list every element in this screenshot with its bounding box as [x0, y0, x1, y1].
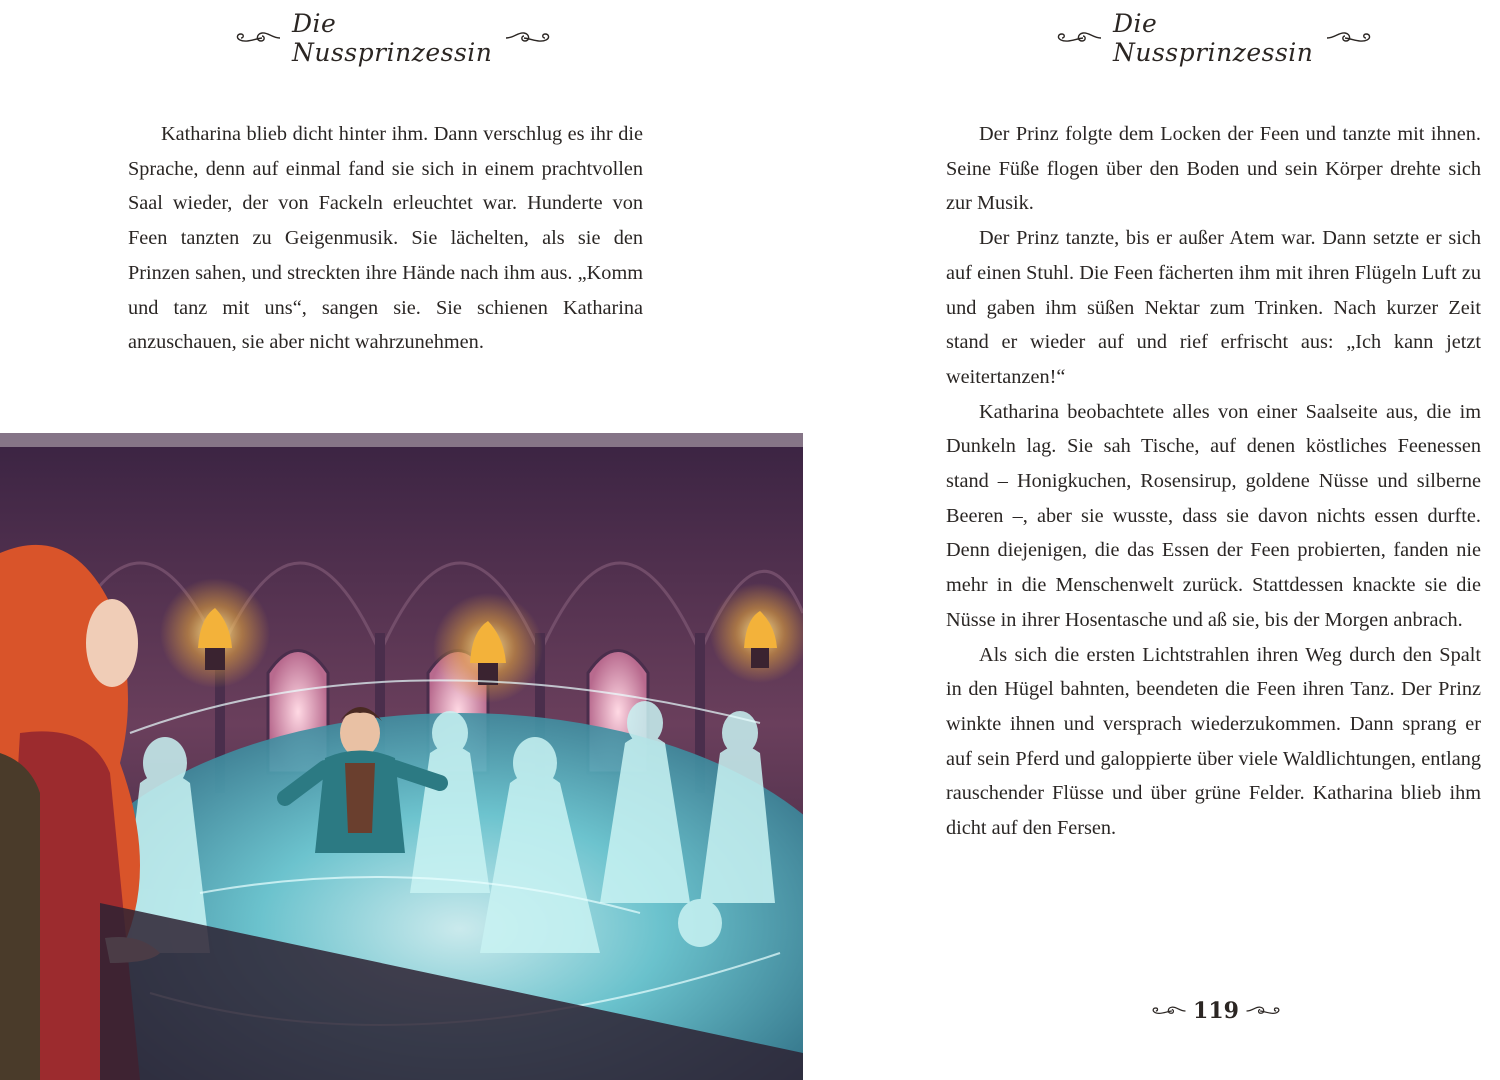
- illustration-art: [0, 433, 803, 1080]
- flourish-right-icon: [1325, 28, 1375, 48]
- flourish-left-icon: [1149, 1001, 1187, 1021]
- page-number-value: 119: [1193, 998, 1239, 1024]
- paragraph: Katharina beobachtete alles von einer Saalseite aus, die im Dunkeln lag. Sie sah Tische, auf denen köstliches Feenessen stand – Honigkuchen, Rosensirup, goldene Nüsse und silberne Beeren –, aber sie wusste, dass sie davon nichts essen durfte. Denn diejenigen, die das Essen der Feen probierten, fanden nie mehr in die Menschenwelt zurück. Stattdessen knackte sie die Nüsse in ihrer Hosentasche und aß sie, bis der Morgen anbrach.: [946, 400, 1481, 631]
- fairy-ballroom-illustration: [0, 433, 803, 1080]
- flourish-left-icon: [1053, 28, 1103, 48]
- flourish-left-icon: [232, 28, 282, 48]
- right-body-text: [946, 117, 1481, 846]
- page-number: [1146, 994, 1286, 1028]
- paragraph: Der Prinz folgte dem Locken der Feen und tanzte mit ihnen. Seine Füße flogen über den Boden und sein Körper drehte sich zur Musik.: [946, 123, 1481, 215]
- left-body-text: [128, 117, 643, 360]
- flourish-right-icon: [1245, 1001, 1283, 1021]
- right-page: [805, 0, 1500, 1080]
- paragraph: Als sich die ersten Lichtstrahlen ihren Weg durch den Spalt in den Hügel bahnten, beendeten die Feen ihren Tanz. Der Prinz winkte ihnen und versprach wiederzukommen. Dann sprang er auf sein Pferd und galoppierte über viele Waldlichtungen, entlang rauschender Flüsse und über grüne Felder. Katharina blieb ihm dicht auf den Fersen.: [946, 643, 1481, 840]
- paragraph: Katharina blieb dicht hinter ihm. Dann verschlug es ihr die Sprache, denn auf einmal fand sie sich in einem prachtvollen Saal wieder, der von Fackeln erleuchtet war. Hunderte von Feen tanzten zu Geigenmusik. Sie lächelten, als sie den Prinzen sahen, und streckten ihre Hände nach ihm aus. „Komm und tanz mit uns“, sangen sie. Sie schienen Katharina anzuschauen, sie aber nicht wahrzunehmen.: [128, 123, 643, 354]
- flourish-right-icon: [504, 28, 554, 48]
- paragraph: Der Prinz tanzte, bis er außer Atem war. Dann setzte er sich auf einen Stuhl. Die Feen fächerten ihm mit ihren Flügeln Luft zu und gaben ihm süßen Nektar zum Trinken. Nach kurzer Zeit stand er wieder auf und rief erfrischt aus: „Ich kann jetzt weitertanzen!“: [946, 227, 1481, 388]
- running-head-title: Die Nussprinzessin: [292, 9, 493, 67]
- running-head-right: [1043, 9, 1385, 67]
- running-head-left: [222, 9, 564, 67]
- running-head-title: Die Nussprinzessin: [1113, 9, 1314, 67]
